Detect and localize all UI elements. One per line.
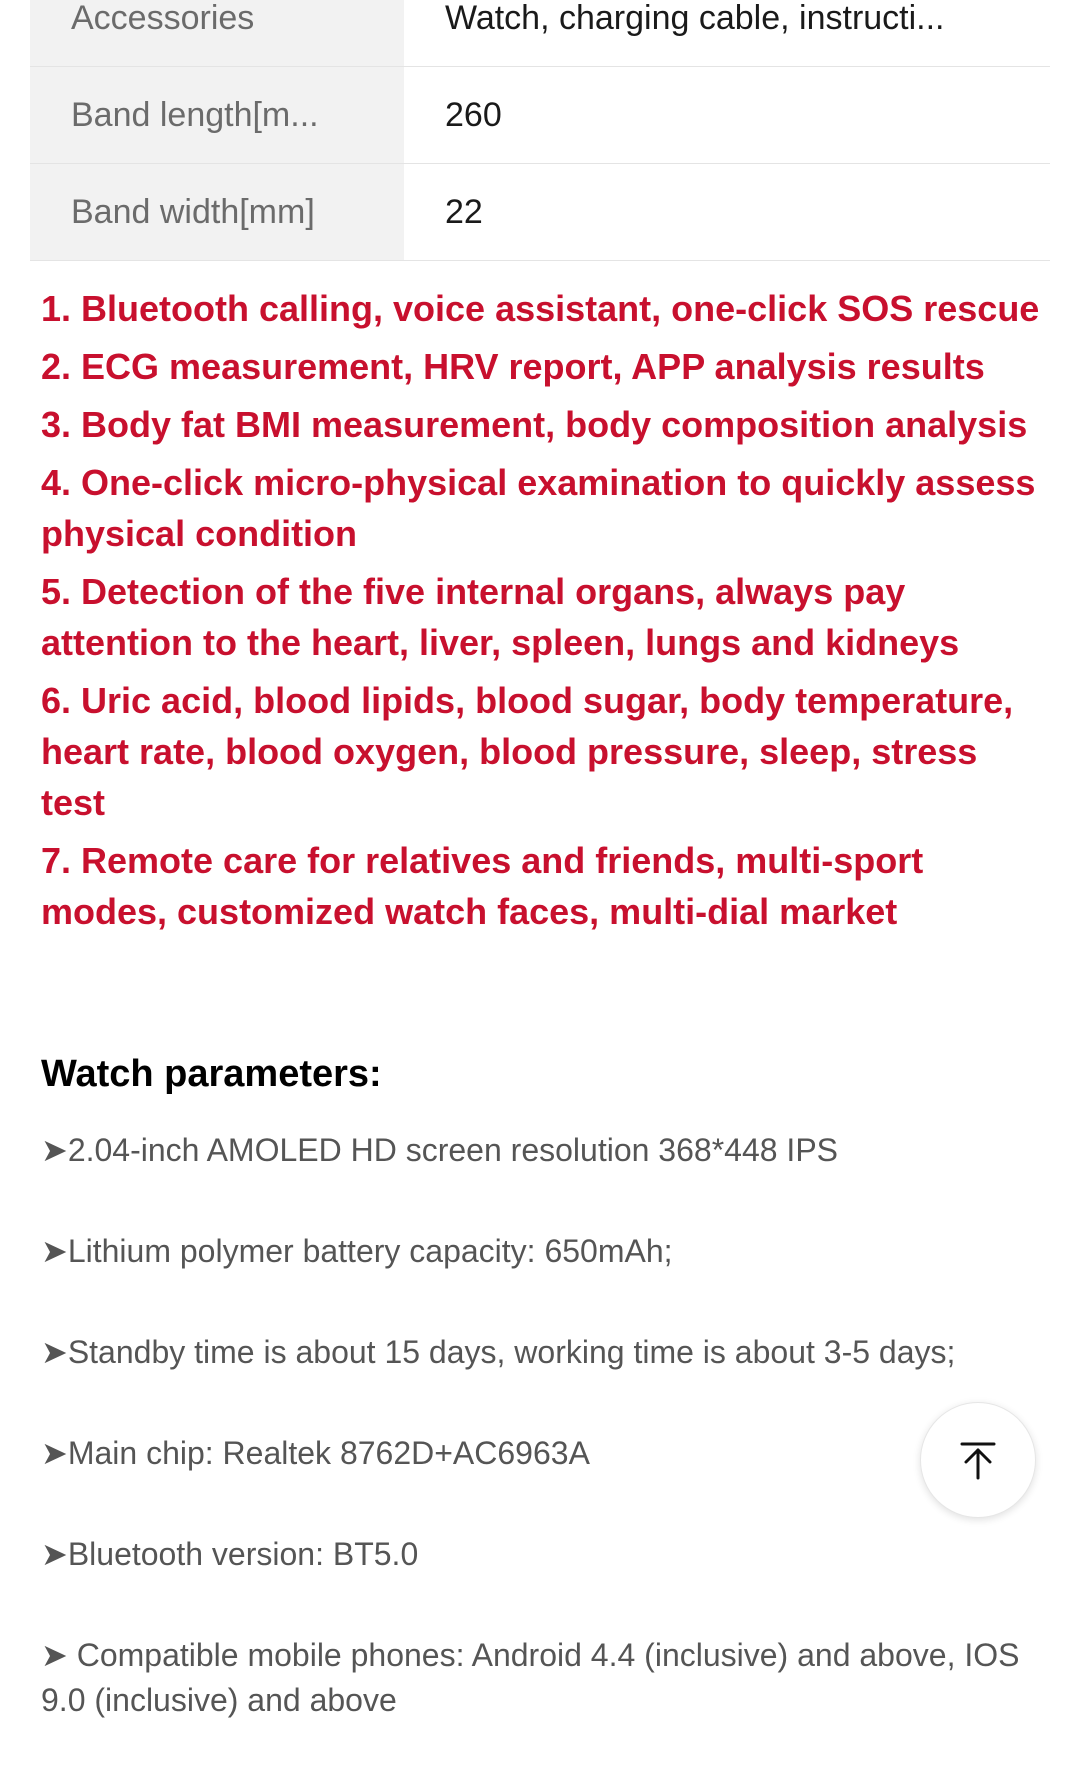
parameter-text: Compatible mobile phones: Android 4.4 (inclusive) and above, IOS 9.0 (inclusive) and above [41, 1637, 1020, 1718]
watch-parameters-heading: Watch parameters: [41, 1053, 382, 1095]
parameter-text: Main chip: Realtek 8762D+AC6963A [67, 1435, 590, 1471]
parameter-item [41, 1128, 1051, 1173]
spec-value: 260 [445, 95, 502, 134]
spec-row-band-width [30, 164, 1050, 261]
bullet-arrow-icon: ➤ [41, 1637, 68, 1673]
bullet-arrow-icon: ➤ [41, 1233, 68, 1269]
feature-item: 2. ECG measurement, HRV report, APP analysis results [41, 346, 985, 387]
parameter-item [41, 1330, 1051, 1375]
parameter-text: Lithium polymer battery capacity: 650mAh; [67, 1233, 673, 1269]
spec-row-band-length [30, 67, 1050, 164]
feature-item: 6. Uric acid, blood lipids, blood sugar, body temperature, heart rate, blood oxygen, blood pressure, sleep, stress test [41, 680, 1014, 823]
spec-value: Watch, charging cable, instructi... [445, 0, 945, 37]
spec-label: Band width[mm] [30, 164, 404, 260]
bullet-arrow-icon: ➤ [41, 1536, 68, 1572]
feature-item: 1. Bluetooth calling, voice assistant, one-click SOS rescue [41, 288, 1040, 329]
watch-parameter-list [41, 1128, 1051, 1779]
feature-item: 4. One-click micro-physical examination to quickly assess physical condition [41, 462, 1036, 554]
spec-value: 22 [445, 192, 483, 231]
parameter-item [41, 1431, 1051, 1476]
bullet-arrow-icon: ➤ [41, 1435, 68, 1471]
spec-label: Accessories [30, 0, 404, 66]
bullet-arrow-icon: ➤ [41, 1132, 68, 1168]
parameter-item [41, 1633, 1051, 1723]
parameter-text: Bluetooth version: BT5.0 [67, 1536, 419, 1572]
feature-item: 5. Detection of the five internal organs, always pay attention to the heart, liver, spleen, lungs and kidneys [41, 571, 960, 663]
back-to-top-button[interactable] [920, 1402, 1036, 1518]
spec-table [30, 0, 1050, 261]
bullet-arrow-icon: ➤ [41, 1334, 68, 1370]
spec-row-accessories [30, 0, 1050, 67]
parameter-text: Standby time is about 15 days, working time is about 3-5 days; [67, 1334, 956, 1370]
parameter-text: 2.04-inch AMOLED HD screen resolution 368*448 IPS [67, 1132, 838, 1168]
arrow-up-to-line-icon [956, 1438, 1000, 1482]
parameter-item [41, 1229, 1051, 1274]
feature-list [41, 283, 1051, 944]
spec-label: Band length[m... [30, 67, 404, 163]
feature-item: 3. Body fat BMI measurement, body composition analysis [41, 404, 1028, 445]
feature-item: 7. Remote care for relatives and friends, multi-sport modes, customized watch faces, multi-dial market [41, 840, 924, 932]
parameter-item [41, 1532, 1051, 1577]
